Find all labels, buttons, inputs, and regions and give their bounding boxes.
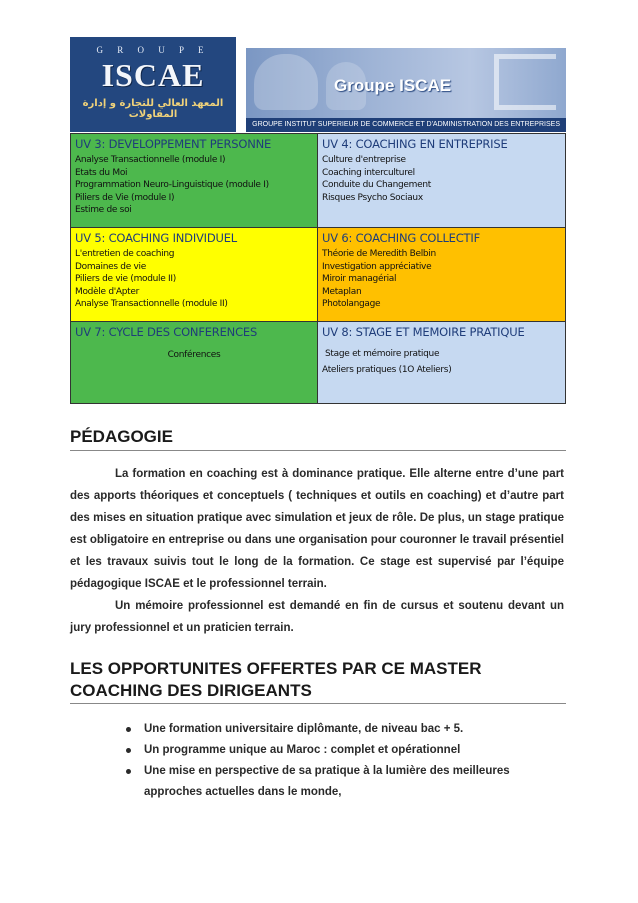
list-item <box>126 740 556 761</box>
bullet-icon <box>126 748 131 753</box>
pedagogie-title: PÉDAGOGIE <box>70 427 173 446</box>
bullet-icon <box>126 769 131 774</box>
bullet-icon <box>126 727 131 732</box>
uv-cell-uv7 <box>71 322 318 404</box>
banner-title: Groupe ISCAE <box>334 76 452 95</box>
banner-subtitle: GROUPE INSTITUT SUPERIEUR DE COMMERCE ET D'ADMINISTRATION DES ENTREPRISES <box>246 118 566 132</box>
uv-item: Programmation Neuro-Linguistique (module I) <box>75 180 269 190</box>
uv-item: Théorie de Meredith Belbin <box>322 249 436 259</box>
uv-item: Ateliers pratiques (1O Ateliers) <box>322 364 452 375</box>
uv-item: Modèle d'Apter <box>75 286 140 297</box>
uv-item: Domaines de vie <box>75 261 146 272</box>
uv-row <box>71 134 566 228</box>
banner-photo <box>246 48 566 132</box>
uv-item: Investigation appréciative <box>322 261 432 272</box>
uv-item: Stage et mémoire pratique <box>325 349 440 359</box>
uv-item: Conduite du Changement <box>322 180 432 190</box>
banner-emblem-icon <box>494 54 556 110</box>
banner-people-image <box>254 54 318 110</box>
pedagogie-paragraph-2: Un mémoire professionnel est demandé en fin de cursus et soutenu devant un jury professionnel et un praticien terrain. <box>70 600 564 634</box>
uv-item: Etats du Moi <box>75 167 128 178</box>
uv-item: Analyse Transactionnelle (module II) <box>75 299 228 309</box>
section-divider <box>70 450 566 451</box>
uv-title: UV 4: COACHING EN ENTREPRISE <box>322 137 508 151</box>
pedagogie-paragraph-1: La formation en coaching est à dominance pratique. Elle alterne entre d’une part des apports théoriques et conceptuels ( techniques et outils en coaching) et d’autre part des mises en situation pratique avec simulation et jeux de rôle. De plus, un stage pratique est obligatoire en entreprise ou dans une organisation pour couronner le travail présentiel et les travaux suivis tout le long de la formation. Ce stage est supervisé par l’équipe pédagogique ISCAE et le professionnel terrain. <box>70 468 564 590</box>
list-item-text: Une formation universitaire diplômante, de niveau bac + 5. <box>144 723 464 735</box>
list-item-text: Une mise en perspective de sa pratique à la lumière des meilleures approches actuelles dans le monde, <box>144 765 510 798</box>
pedagogie-text <box>70 463 564 639</box>
opportunites-title-line-1: LES OPPORTUNITES OFFERTES PAR CE MASTER <box>70 659 482 678</box>
uv-cell-uv3 <box>71 134 318 228</box>
uv-item: Photolangage <box>322 299 381 309</box>
logo-arabic-text: المعهد العالي للتجارة و إدارة المقاولات <box>82 98 224 120</box>
uv-cell-uv5 <box>71 228 318 322</box>
iscae-logo <box>70 37 236 132</box>
uv-item: Coaching interculturel <box>322 167 415 178</box>
opportunites-title <box>70 658 482 702</box>
uv-item: L'entretien de coaching <box>75 249 175 259</box>
logo-group-text: G R O U P E <box>96 45 210 55</box>
uv-cell-uv8 <box>318 322 566 404</box>
uv-title: UV 8: STAGE ET MEMOIRE PRATIQUE <box>322 325 525 339</box>
list-item <box>126 719 556 740</box>
uv-cell-uv6 <box>318 228 566 322</box>
uv-table <box>70 133 566 404</box>
list-item-text: Un programme unique au Maroc : complet et opérationnel <box>144 744 461 756</box>
section-divider <box>70 703 566 704</box>
header-banner <box>70 37 566 132</box>
uv-cell-uv4 <box>318 134 566 228</box>
uv-row <box>71 228 566 322</box>
uv-title: UV 5: COACHING INDIVIDUEL <box>75 231 238 245</box>
uv-item: Estime de soi <box>75 205 132 215</box>
uv-title: UV 6: COACHING COLLECTIF <box>322 231 480 245</box>
uv-item: Piliers de vie (module II) <box>75 274 176 284</box>
opportunites-title-line-2: COACHING DES DIRIGEANTS <box>70 681 312 700</box>
uv-title: UV 3: DEVELOPPEMENT PERSONNE <box>75 137 272 151</box>
uv-item: Analyse Transactionnelle (module I) <box>75 155 226 165</box>
uv-item: Risques Psycho Sociaux <box>322 192 423 203</box>
uv-title: UV 7: CYCLE DES CONFERENCES <box>75 325 258 339</box>
uv-item: Metaplan <box>322 286 362 297</box>
uv-item: Piliers de Vie (module I) <box>75 192 175 203</box>
uv-item: Miroir managérial <box>322 274 397 284</box>
uv-row <box>71 322 566 404</box>
uv-item: Culture d'entreprise <box>322 155 406 165</box>
opportunites-list <box>126 719 556 803</box>
list-item <box>126 761 556 803</box>
uv-item: Conférences <box>167 350 221 360</box>
logo-name: ISCAE <box>101 57 205 93</box>
